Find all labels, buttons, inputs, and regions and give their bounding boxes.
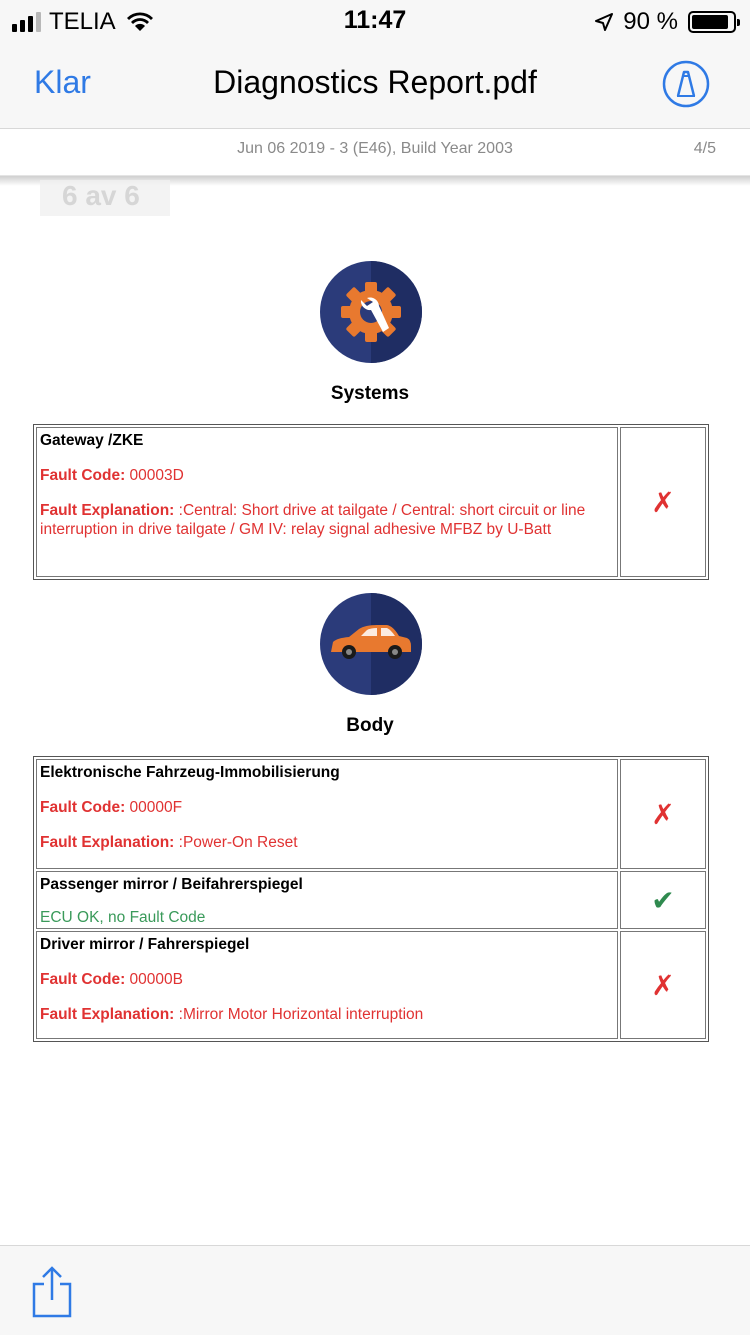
bottom-toolbar [0, 1245, 750, 1335]
module-name: Driver mirror / Fahrerspiegel [40, 936, 250, 953]
markup-pen-icon[interactable] [662, 60, 710, 108]
pdf-page-header [0, 129, 750, 176]
fault-explanation [40, 501, 614, 539]
navigation-bar [0, 40, 750, 129]
battery-icon [688, 11, 736, 33]
done-button[interactable]: Klar [34, 64, 91, 100]
fault-code-label: Fault Code: [40, 799, 126, 816]
table-row [36, 427, 706, 577]
module-name: Elektronische Fahrzeug-Immobilisierung [40, 764, 340, 781]
page-number: 4/5 [693, 140, 716, 157]
fault-explanation-value: :Power-On Reset [174, 834, 298, 851]
fault-code-label: Fault Code: [40, 467, 126, 484]
module-cell [36, 931, 618, 1039]
fault-explanation [40, 833, 614, 852]
table-row [36, 759, 706, 869]
battery-percent: 90 % [623, 8, 678, 35]
fault-explanation-value: :Central: Short drive at tailgate / Central: short circuit or line interruption in drive tailgate / GM IV: relay signal adhesive MFBZ by U-Batt [40, 502, 586, 538]
share-icon[interactable] [30, 1266, 74, 1318]
fault-code [40, 798, 614, 817]
car-icon [319, 592, 423, 696]
fault-code-value: 00000F [125, 799, 183, 816]
battery-fill [692, 15, 728, 29]
fault-explanation-label: Fault Explanation: [40, 834, 175, 851]
section-title-body: Body [346, 715, 394, 736]
status-cell [620, 871, 706, 929]
module-name: Gateway /ZKE [40, 432, 144, 449]
fault-code [40, 970, 614, 989]
fault-explanation [40, 1005, 614, 1024]
document-title: Diagnostics Report.pdf [213, 64, 537, 100]
carrier-name: TELIA [49, 8, 116, 35]
ok-check-icon: ✔ [651, 884, 675, 916]
table-row [36, 871, 706, 929]
fault-code-value: 00003D [125, 467, 184, 484]
module-cell [36, 871, 618, 929]
gear-wrench-icon [319, 260, 423, 364]
module-cell [36, 759, 618, 869]
section-title-systems: Systems [330, 383, 410, 404]
body-table [33, 756, 709, 1042]
fault-code-value: 00000B [125, 971, 183, 988]
systems-table [33, 424, 709, 580]
fault-mark-icon: ✗ [651, 969, 675, 1001]
module-cell [36, 427, 618, 577]
fault-code-label: Fault Code: [40, 971, 126, 988]
fault-explanation-label: Fault Explanation: [40, 1006, 175, 1023]
status-bar-right [595, 8, 736, 36]
fault-code [40, 466, 614, 485]
fault-explanation-value: :Mirror Motor Horizontal interruption [174, 1006, 424, 1023]
clock: 11:47 [343, 6, 407, 34]
status-cell [620, 931, 706, 1039]
fault-mark-icon: ✗ [651, 486, 675, 518]
location-arrow-icon [595, 13, 613, 31]
report-meta: Jun 06 2019 - 3 (E46), Build Year 2003 [237, 140, 513, 157]
status-cell [620, 427, 706, 577]
ecu-ok-text: ECU OK, no Fault Code [40, 909, 206, 926]
page-indicator-overlay: 6 av 6 [40, 180, 170, 216]
table-row [36, 931, 706, 1039]
status-bar [0, 0, 750, 40]
fault-mark-icon: ✗ [651, 798, 675, 830]
module-name: Passenger mirror / Beifahrerspiegel [40, 876, 303, 893]
status-cell [620, 759, 706, 869]
fault-explanation-label: Fault Explanation: [40, 502, 175, 519]
